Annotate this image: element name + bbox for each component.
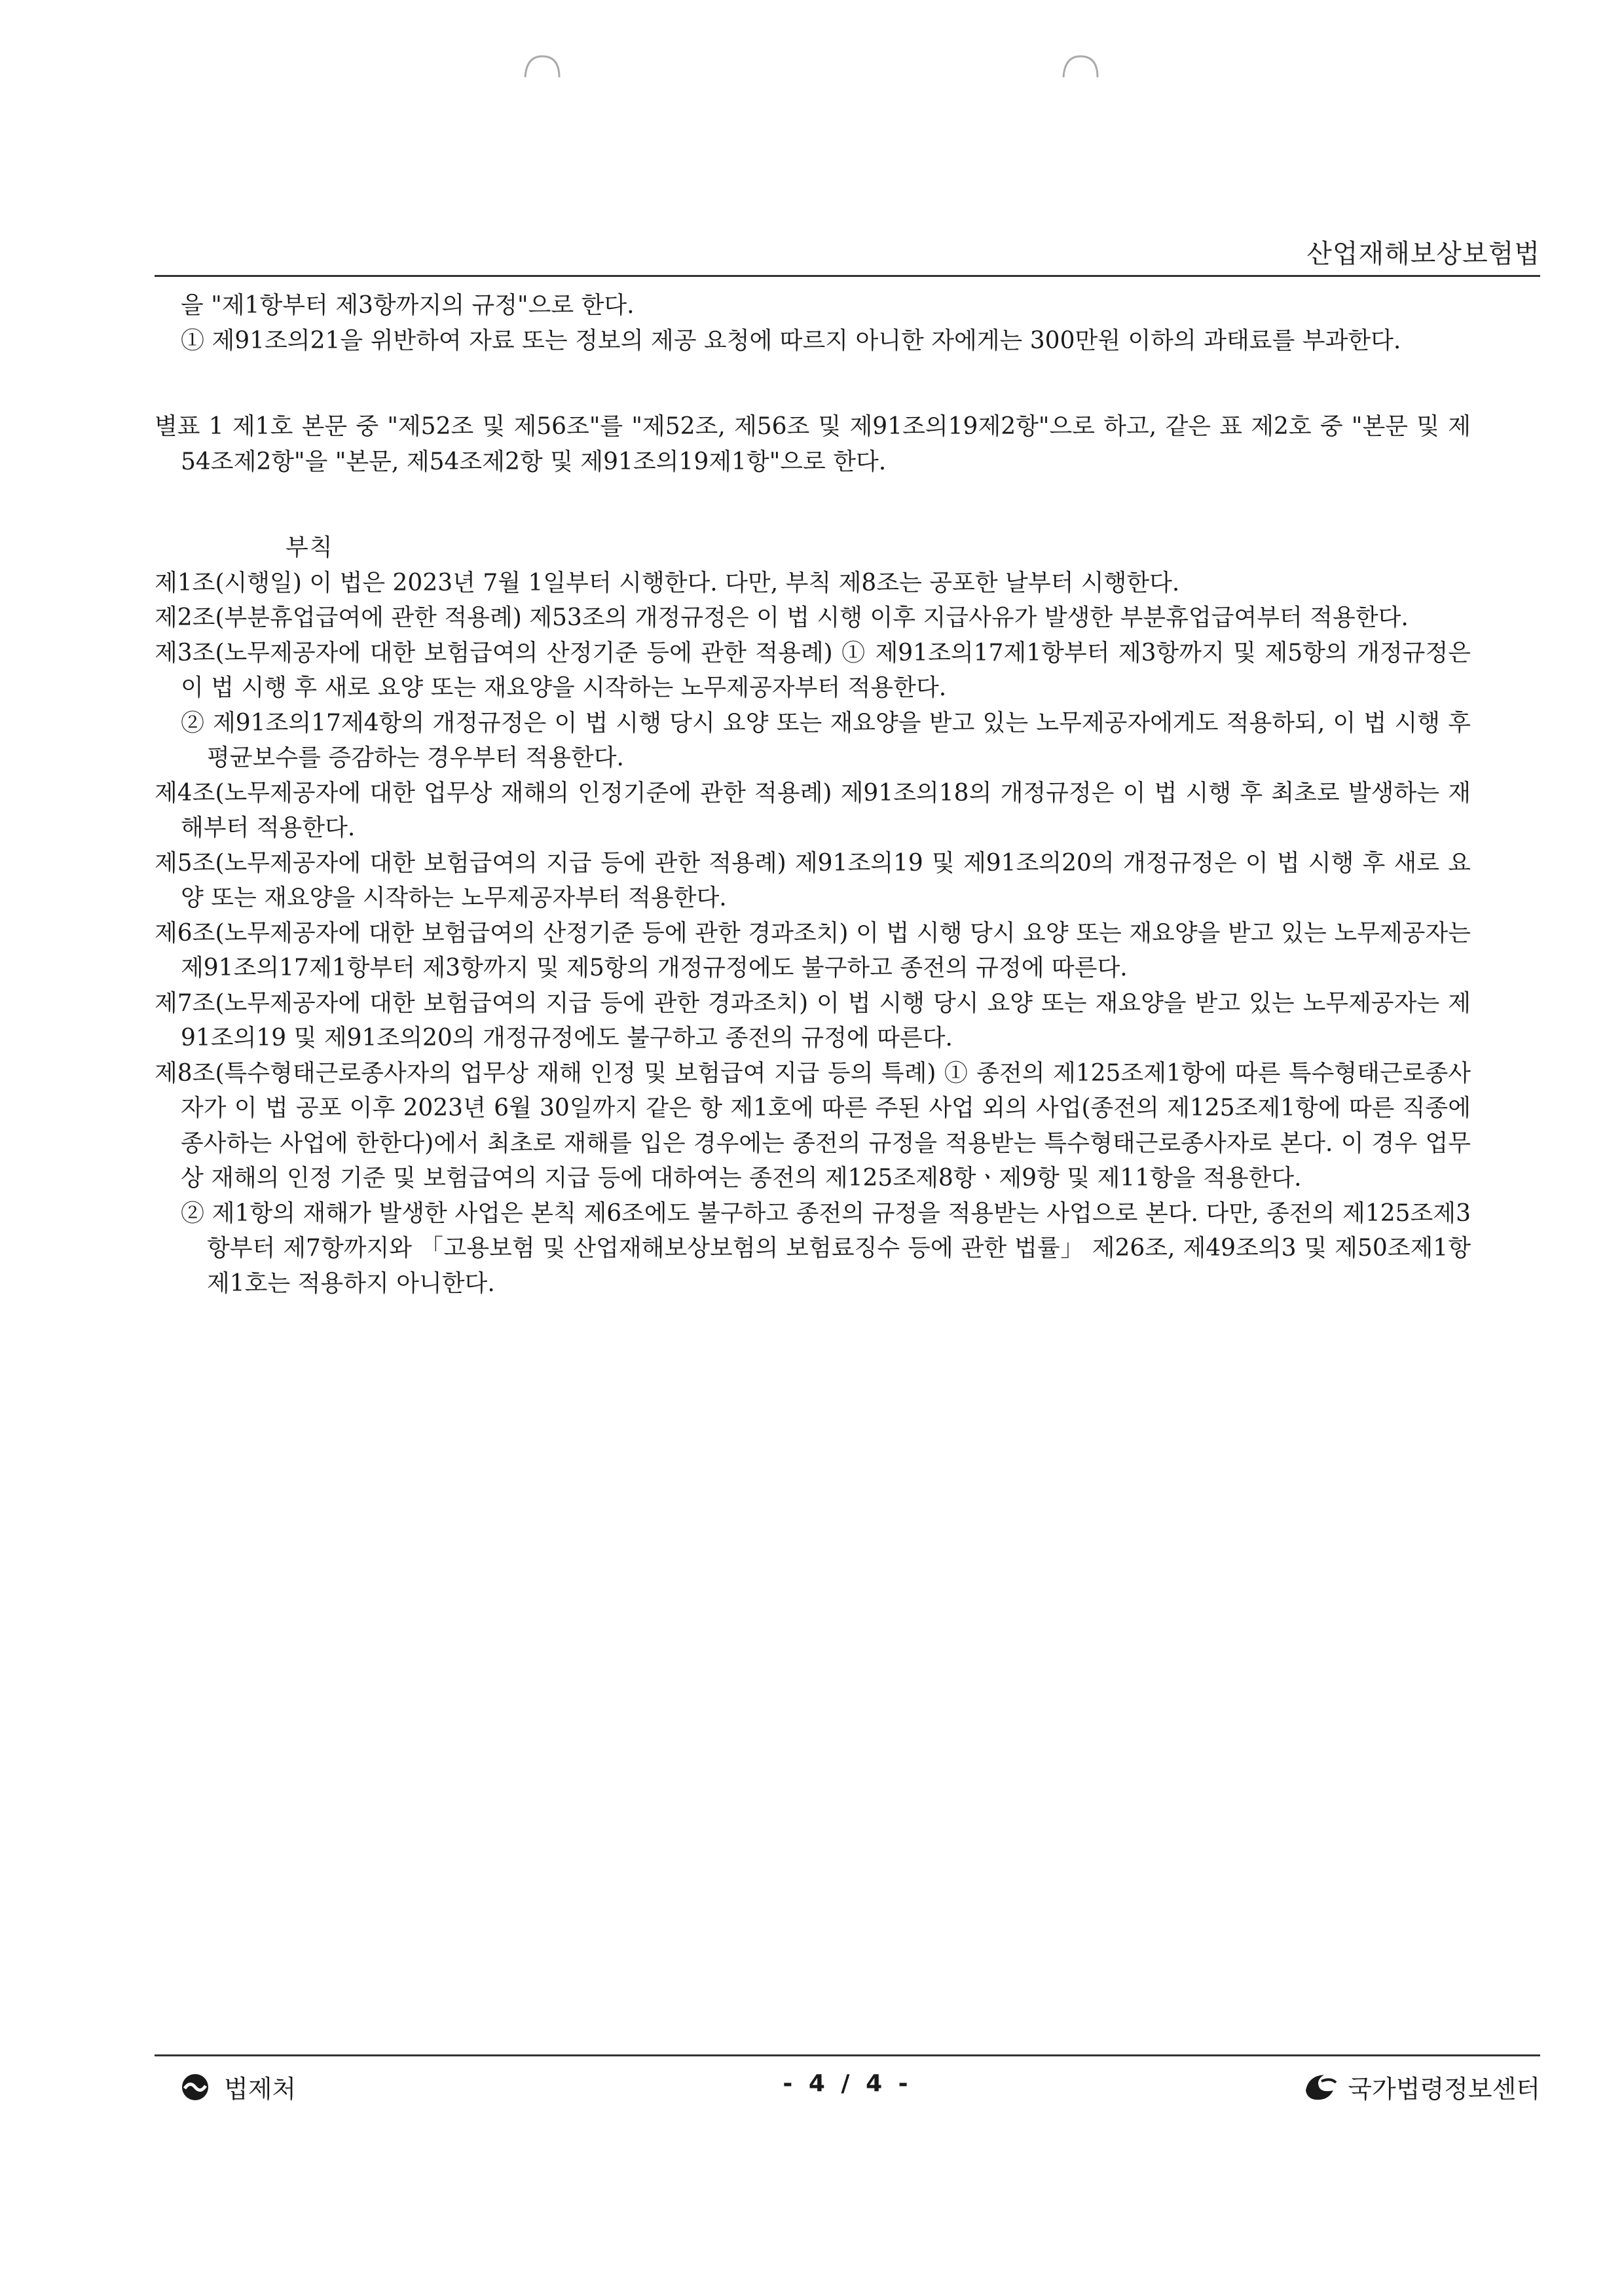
header-divider xyxy=(155,275,1540,277)
amendment-clause: ① 제91조의21을 위반하여 자료 또는 정보의 제공 요청에 따르지 아니한 자에게는 300만원 이하의 과태료를 부과한다. xyxy=(181,327,1401,354)
article-8: 제8조(특수형태근로종사자의 업무상 재해 인정 및 보험급여 지급 등의 특례) ① 종전의 제125조제1항에 따른 특수형태근로종사자가 이 법 공포 이후 2023년 6월 30일까지 같은 항 제1호에 따른 주된 사업 외의 사업(종전의 제125조제1항에 따른 직종에 종사하는 사업에 한한다)에서 최초로 재해를 입은 경우에는 종전의 규정을 적용받는 특수형태근로종사자로 본다. 이 경우 업무상 재해의 인정 기준 및 보험급여의 지급 등에 대하여는 종전의 제125조제8항ㆍ제9항 및 제11항을 적용한다. xyxy=(155,1059,1471,1192)
punch-hole-mark xyxy=(521,51,563,82)
footer-divider xyxy=(155,2054,1540,2056)
law-info-center-logo-icon xyxy=(1302,2071,1338,2104)
document-title: 산업재해보상보험법 xyxy=(1306,239,1540,269)
footer-right xyxy=(1302,2069,1540,2105)
amendment-text: 을 "제1항부터 제3항까지의 규정"으로 한다. xyxy=(181,292,635,319)
article-7: 제7조(노무제공자에 대한 보험급여의 지급 등에 관한 경과조치) 이 법 시행 당시 요양 또는 재요양을 받고 있는 노무제공자는 제91조의19 및 제91조의20의 개정규정에도 불구하고 종전의 규정에 따른다. xyxy=(155,989,1471,1051)
document-body xyxy=(155,288,1471,1301)
article-5: 제5조(노무제공자에 대한 보험급여의 지급 등에 관한 적용례) 제91조의19 및 제91조의20의 개정규정은 이 법 시행 후 새로 요양 또는 재요양을 시작하는 노무제공자부터 적용한다. xyxy=(155,849,1471,911)
page-footer xyxy=(155,2069,1540,2108)
punch-hole-mark xyxy=(1060,51,1101,82)
article-4: 제4조(노무제공자에 대한 업무상 재해의 인정기준에 관한 적용례) 제91조의18의 개정규정은 이 법 시행 후 최초로 발생하는 재해부터 적용한다. xyxy=(155,779,1471,841)
article-2: 제2조(부분휴업급여에 관한 적용례) 제53조의 개정규정은 이 법 시행 이후 지급사유가 발생한 부분휴업급여부터 적용한다. xyxy=(155,604,1409,631)
footer-org-label: 법제처 xyxy=(224,2075,297,2104)
page-number: - 4 / 4 - xyxy=(783,2070,912,2097)
article-3-paragraph-2: ② 제91조의17제4항의 개정규정은 이 법 시행 당시 요양 또는 재요양을 받고 있는 노무제공자에게도 적용하되, 이 법 시행 후 평균보수를 증감하는 경우부터 적용한다. xyxy=(181,709,1471,771)
article-8-paragraph-2: ② 제1항의 재해가 발생한 사업은 본칙 제6조에도 불구하고 종전의 규정을 적용받는 사업으로 본다. 다만, 종전의 제125조제3항부터 제7항까지와 「고용보험 및 산업재해보상보험의 보험료징수 등에 관한 법률」 제26조, 제49조의3 및 제50조제1항제1호는 적용하지 아니한다. xyxy=(181,1199,1471,1297)
article-3: 제3조(노무제공자에 대한 보험급여의 산정기준 등에 관한 적용례) ① 제91조의17제1항부터 제3항까지 및 제5항의 개정규정은 이 법 시행 후 새로 요양 또는 재요양을 시작하는 노무제공자부터 적용한다. xyxy=(155,639,1471,701)
footer-center-label: 국가법령정보센터 xyxy=(1348,2075,1540,2104)
supplementary-provisions-title: 부칙 xyxy=(286,534,334,561)
article-1: 제1조(시행일) 이 법은 2023년 7월 1일부터 시행한다. 다만, 부칙 제8조는 공포한 날부터 시행한다. xyxy=(155,569,1180,596)
article-6: 제6조(노무제공자에 대한 보험급여의 산정기준 등에 관한 경과조치) 이 법 시행 당시 요양 또는 재요양을 받고 있는 노무제공자는 제91조의17제1항부터 제3항까지 및 제5항의 개정규정에도 불구하고 종전의 규정에 따른다. xyxy=(155,919,1471,981)
appendix-amendment: 별표 1 제1호 본문 중 "제52조 및 제56조"를 "제52조, 제56조 및 제91조의19제2항"으로 하고, 같은 표 제2호 중 "본문 및 제54조제2항"을 "본문, 제54조제2항 및 제91조의19제1항"으로 한다. xyxy=(155,413,1471,475)
